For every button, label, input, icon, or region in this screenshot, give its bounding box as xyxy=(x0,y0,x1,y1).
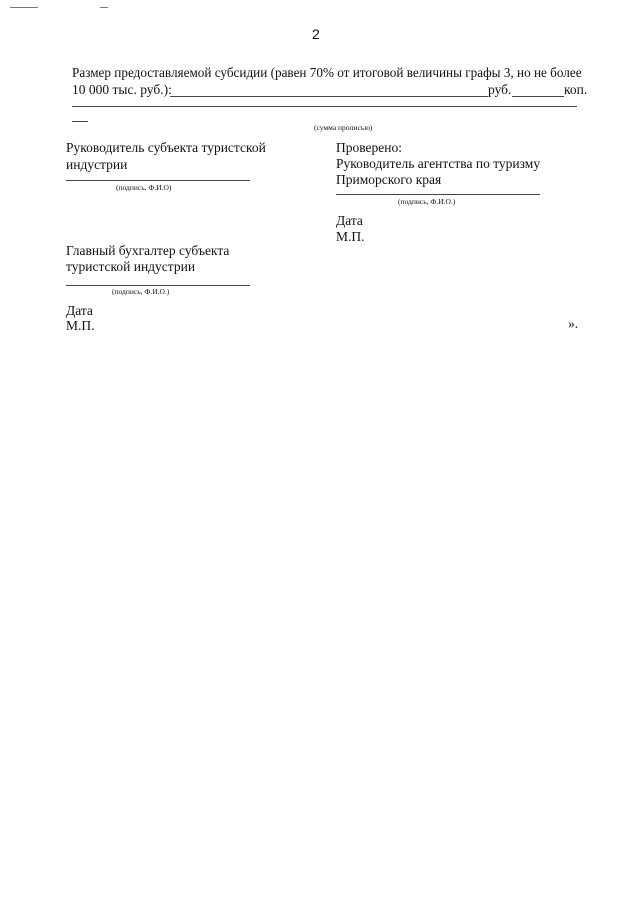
accountant-signature-caption: (подпись, Ф.И.О.) xyxy=(112,287,170,296)
entity-date-label: Дата xyxy=(66,303,93,318)
subsidy-text-line1: Размер предоставляемой субсидии (равен 70% от итоговой величины графы 3, но не более xyxy=(72,65,582,80)
head-signature-caption: (подпись, Ф.И.О) xyxy=(116,183,172,192)
accountant-title-line1: Главный бухгалтер субъекта xyxy=(66,243,230,258)
entity-seal-label: М.П. xyxy=(66,318,95,333)
page-number: 2 xyxy=(312,26,320,42)
amount-in-words-line xyxy=(72,106,577,107)
head-title-line1: Руководитель субъекта туристской xyxy=(66,140,266,155)
scan-artifact-line xyxy=(100,7,108,8)
head-title-line2: индустрии xyxy=(66,157,128,172)
head-signature-line xyxy=(66,180,250,181)
kop-amount-line xyxy=(512,96,564,97)
rub-label: руб. xyxy=(488,82,512,97)
accountant-title-line2: туристской индустрии xyxy=(66,259,196,274)
amount-in-words-caption: (сумма прописью) xyxy=(314,123,373,132)
closing-quote: ». xyxy=(568,316,579,331)
accountant-signature-line xyxy=(66,285,250,286)
agency-seal-label: М.П. xyxy=(336,229,365,244)
subsidy-amount-line xyxy=(170,96,488,97)
agency-date-label: Дата xyxy=(336,213,363,228)
agency-title-line2: Приморского края xyxy=(336,172,442,187)
kop-label: коп. xyxy=(564,82,588,97)
checked-label: Проверено: xyxy=(336,140,403,155)
scan-artifact-line xyxy=(10,7,38,8)
subsidy-text-line2-prefix: 10 000 тыс. руб.): xyxy=(72,82,172,97)
agency-signature-line xyxy=(336,194,540,195)
amount-in-words-line-end xyxy=(72,121,88,122)
agency-signature-caption: (подпись, Ф.И.О.) xyxy=(398,197,456,206)
agency-title-line1: Руководитель агентства по туризму xyxy=(336,156,541,171)
